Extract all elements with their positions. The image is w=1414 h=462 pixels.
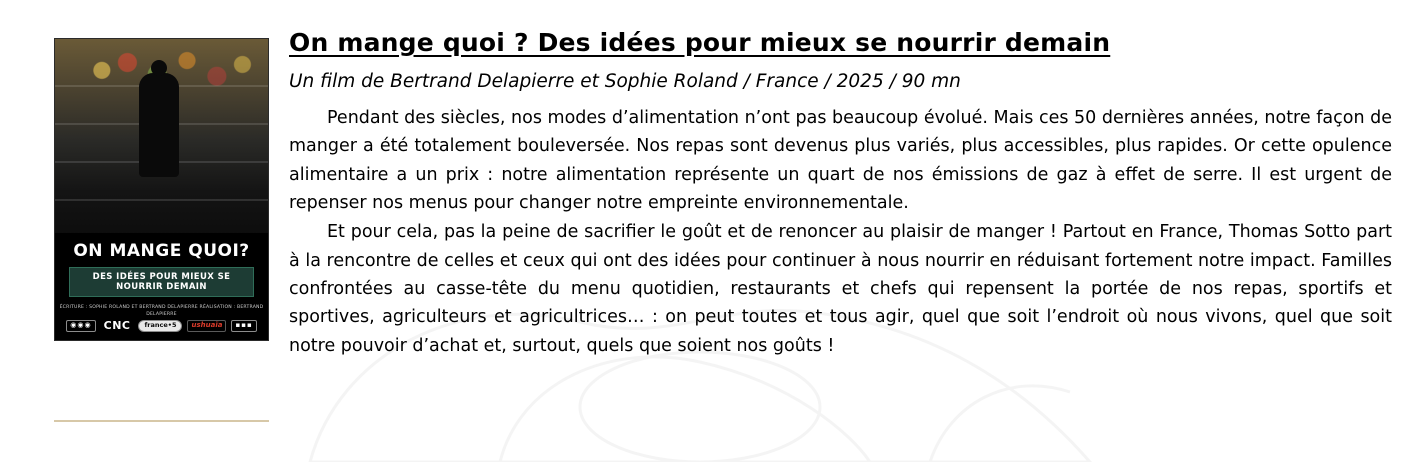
person-silhouette-icon (139, 73, 179, 177)
france5-logo-icon: france•5 (138, 320, 182, 331)
ushuaia-logo-icon: ushuaïa (187, 320, 226, 332)
film-text-column (289, 28, 1392, 360)
film-poster[interactable] (54, 38, 269, 341)
poster-credits: ÉCRITURE : SOPHIE ROLAND ET BERTRAND DELAPIERRE RÉALISATION : BERTRAND DELAPIERRE (59, 305, 264, 318)
paragraph-text: Pendant des siècles, nos modes d’alimentation n’ont pas beaucoup évolué. Mais ces 50 dernières années, notre façon de manger a été totalement bouleversée. Nos repas sont devenus plus variés, plus accessibles, plus rapides. Or cette opulence alimentaire a un prix : notre alimentation représente un quart de nos émissions de gaz à effet de serre. Il est urgent de repenser nos menus pour changer notre empreinte environnementale. (289, 108, 1392, 214)
film-synopsis-paragraph-2 (289, 218, 1392, 360)
poster-subtitle: DES IDÉES POUR MIEUX SE NOURRIR DEMAIN (69, 267, 254, 297)
poster-caption-block (55, 233, 268, 340)
poster-photo (55, 39, 268, 235)
producer-logo-icon: ◉◉◉ (66, 320, 95, 332)
cnc-logo-icon: CNC (103, 318, 131, 332)
extra-logo-icon: ▪▪▪ (231, 320, 256, 332)
film-credits-line: Un film de Bertrand Delapierre et Sophie Roland / France / 2025 / 90 mn (289, 71, 961, 92)
poster-title: ON MANGE QUOI? (73, 241, 250, 261)
paragraph-text: Et pour cela, pas la peine de sacrifier le goût et de renoncer au plaisir de manger ! Partout en France, Thomas Sotto part à la rencontre de celles et ceux qui ont des idées pour continuer à nous nourrir en réduisant fortement notre impact. Familles confrontées au casse-tête du menu quotidien, restaurants et chefs qui repensent la portée de nos repas, sportifs et sportives, agriculteurs et agricultrices… : on peut toutes et tous agir, quel que soit l’endroit où nous vivons, quel que soit notre pouvoir d’achat et, surtout, quels que soient nos goûts ! (289, 222, 1392, 356)
film-title: On mange quoi ? Des idées pour mieux se nourrir demain (289, 28, 1111, 57)
poster-logo-row (55, 319, 268, 333)
film-synopsis-paragraph-1 (289, 104, 1392, 217)
poster-artwork (54, 38, 269, 341)
shelf-line (55, 199, 268, 201)
